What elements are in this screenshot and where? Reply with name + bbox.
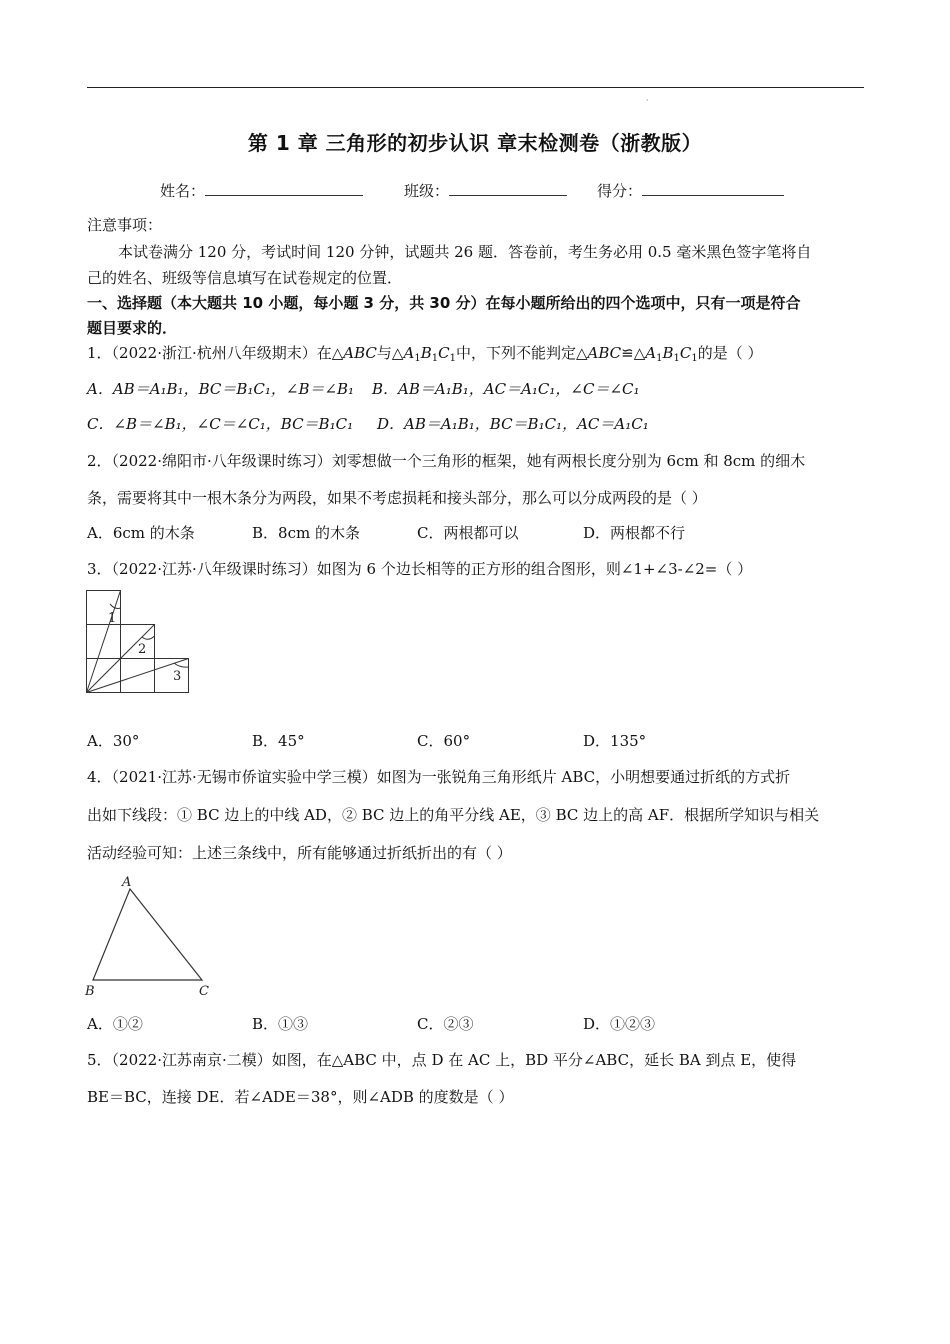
q3-option-a: A．30° <box>87 732 140 750</box>
q3-square-6 <box>155 659 189 693</box>
q3-squares-figure <box>86 590 192 694</box>
section-heading-cont: 题目要求的． <box>87 319 178 337</box>
q4-option-b: B．①③ <box>252 1015 309 1033</box>
q1-option-c: C．∠B＝∠B₁，∠C＝∠C₁，BC＝B₁C₁ <box>87 415 354 433</box>
q3-label-3: 3 <box>173 669 182 684</box>
q1-stem: 1．（2022·浙江·杭州八年级期末）在△ABC与$\triangle A_1B_1C_1$中，下列不能判定$\triangle ABC≌\triangle A_1B_1C_1$的是（ ） <box>87 344 763 364</box>
q1-option-a: A．AB＝A₁B₁，BC＝B₁C₁，∠B＝∠B₁ <box>87 380 355 398</box>
class-blank <box>449 181 567 196</box>
q4-option-a: A．①② <box>87 1015 143 1033</box>
class-label: 班级： <box>404 182 450 200</box>
name-blank <box>205 181 363 196</box>
score-field <box>597 180 784 201</box>
page-title: 第 1 章 三角形的初步认识 章末检测卷（浙教版） <box>247 131 703 155</box>
q2-stem-2: 条，需要将其中一根木条分为两段，如果不考虑损耗和接头部分，那么可以分成两段的是（ ） <box>87 489 707 507</box>
q2-option-d: D．两根都不行 <box>583 524 686 542</box>
q1-option-d: D．AB＝A₁B₁，BC＝B₁C₁，AC＝A₁C₁ <box>377 415 649 433</box>
q1-option-b: B．AB＝A₁B₁，AC＝A₁C₁，∠C＝∠C₁ <box>372 380 640 398</box>
class-field <box>404 180 567 201</box>
q3-option-c: C．60° <box>417 732 471 750</box>
q2-stem-1: 2．（2022·绵阳市·八年级课时练习）刘零想做一个三角形的框架，她有两根长度分别为 6cm 和 8cm 的细木 <box>87 452 806 470</box>
q4-label-c: C <box>199 984 209 999</box>
name-label: 姓名： <box>160 182 206 200</box>
q2-option-b: B．8cm 的木条 <box>252 524 360 542</box>
q4-option-d: D．①②③ <box>583 1015 656 1033</box>
q4-triangle-figure <box>82 872 212 1000</box>
q3-label-1: 1 <box>108 611 117 626</box>
q3-option-d: D．135° <box>583 732 647 750</box>
q3-label-2: 2 <box>138 642 147 657</box>
q3-option-b: B．45° <box>252 732 305 750</box>
score-label: 得分： <box>597 182 643 200</box>
q4-label-b: B <box>85 984 95 999</box>
q4-stem-2: 出如下线段：① BC 边上的中线 AD，② BC 边上的角平分线 AE，③ BC 边上的高 AF．根据所学知识与相关 <box>87 806 820 824</box>
header-rule <box>87 87 864 88</box>
q2-option-c: C．两根都可以 <box>417 524 519 542</box>
q4-option-c: C．②③ <box>417 1015 474 1033</box>
notes-line-2: 己的姓名、班级等信息填写在试卷规定的位置． <box>87 269 403 287</box>
section-heading: 一、选择题（本大题共 10 小题，每小题 3 分，共 30 分）在每小题所给出的四个选项中，只有一项是符合 <box>87 294 801 312</box>
q5-stem-2: BE＝BC，连接 DE．若∠ADE＝38°，则∠ADB 的度数是（ ） <box>87 1088 514 1106</box>
q3-angle-arc-2 <box>142 636 155 639</box>
q4-triangle-abc <box>93 889 202 980</box>
name-field <box>160 180 363 201</box>
q5-stem-1: 5．（2022·江苏南京·二模）如图，在△ABC 中，点 D 在 AC 上，BD 平分∠ABC，延长 BA 到点 E，使得 <box>87 1051 797 1069</box>
q3-diag-1 <box>87 591 121 693</box>
q3-stem: 3．（2022·江苏·八年级课时练习）如图为 6 个边长相等的正方形的组合图形，则∠1+∠3-∠2=（ ） <box>87 560 753 578</box>
q4-stem-3: 活动经验可知：上述三条线中，所有能够通过折纸折出的有（ ） <box>87 844 512 862</box>
q3-angle-arc-3 <box>174 663 189 667</box>
q4-stem-1: 4．（2021·江苏·无锡市侨谊实验中学三模）如图为一张锐角三角形纸片 ABC，小明想要通过折纸的方式折 <box>87 768 791 786</box>
notes-heading: 注意事项： <box>87 216 163 234</box>
notes-line-1: 本试卷满分 120 分，考试时间 120 分钟，试题共 26 题．答卷前，考生务必用 0.5 毫米黑色签字笔将自 <box>118 243 812 261</box>
q4-label-a: A <box>122 875 132 890</box>
score-blank <box>642 181 784 196</box>
q2-option-a: A．6cm 的木条 <box>87 524 195 542</box>
header-dot: · <box>646 96 649 105</box>
